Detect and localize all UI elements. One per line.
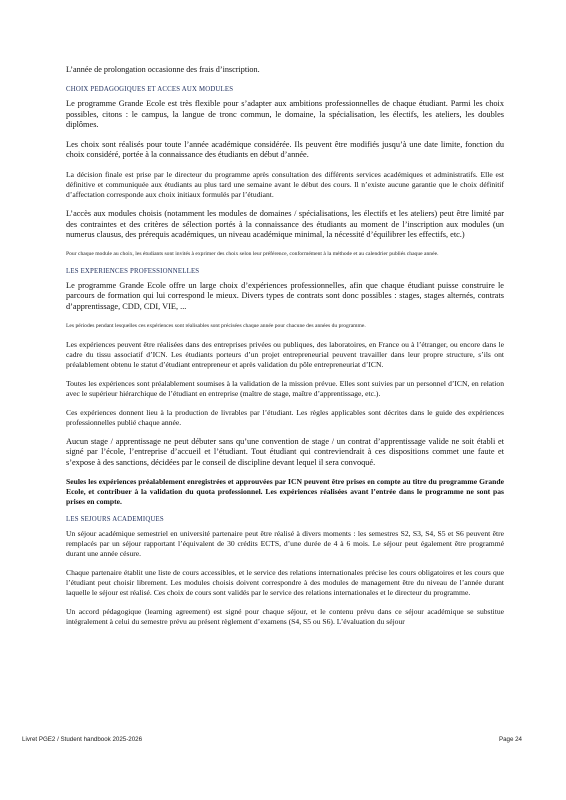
- section-experiences: [66, 268, 504, 508]
- paragraph: Pour chaque module au choix, les étudiants sont invités à exprimer des choix selon leur préférence, conformément à la méthode et au calendrier publiés chaque année.: [66, 250, 439, 257]
- page-number: Page 24: [498, 736, 522, 743]
- intro-text: L’année de prolongation occasionne des frais d’inscription.: [66, 65, 260, 74]
- section-heading: LES SEJOURS ACADEMIQUES: [66, 516, 164, 524]
- paragraph: La décision finale est prise par le directeur du programme après consultation des différents services académiques et administratifs. Elle est définitive et communiquée aux étudiants au plus tard une semaine avant le début des cours. Il n’existe aucune garantie que le choix définitif d’affectation corresponde aux choix initiaux formulés par l’étudiant.: [66, 169, 504, 199]
- paragraph: Un accord pédagogique (learning agreement) est signé pour chaque séjour, et le contenu prévu dans ce séjour académique se substitue intégralement à celui du semestre prévu au présent règlement d’examens (S4, S5 ou S6). L’évaluation du séjour: [66, 607, 504, 627]
- paragraph: Seules les expériences préalablement enregistrées et approuvées par ICN peuvent être prises en compte au titre du programme Grande Ecole, et contribuer à la validation du quota professionnel. Les expériences réalisées avant l’entrée dans le programme ne sont pas prises en compte.: [66, 477, 504, 507]
- paragraph: Les périodes pendant lesquelles ces expériences sont réalisables sont précisées chaque année pour chacune des années du programme.: [66, 322, 366, 329]
- paragraph: Ces expériences donnent lieu à la production de livrables par l’étudiant. Les règles applicables sont décrites dans le guide des expériences professionnelles publié chaque année.: [66, 407, 504, 427]
- section-heading: CHOIX PEDAGOGIQUES ET ACCES AUX MODULES: [66, 86, 234, 93]
- paragraph: Le programme Grande Ecole offre un large choix d’expériences professionnelles, afin que chaque étudiant puisse construire le parcours de formation qui lui correspond le mieux. Divers types de contrats sont donc possibles : stages, stages alternés, contrats d’apprentissage, CDD, CDI, VIE, ...: [66, 280, 504, 311]
- footer-handbook-title: Livret PGE2 / Student handbook 2025-2026: [22, 736, 143, 743]
- paragraph: Le programme Grande Ecole est très flexible pour s’adapter aux ambitions professionnelles de chaque étudiant. Parmi les choix possibles, citons : le campus, la langue de tronc commun, le domaine, la spécialisation, les électifs, les ateliers, les doubles diplômes.: [66, 99, 504, 130]
- paragraph: Toutes les expériences sont préalablement soumises à la validation de la mission prévue. Elles sont suivies par un personnel d’ICN, en relation avec le supérieur hiérarchique de l’étudiant en entreprise (maître de stage, maître d’apprentissage, etc.).: [66, 378, 504, 398]
- paragraph: Aucun stage / apprentissage ne peut débuter sans qu’une convention de stage / un contrat d’apprentissage valide ne soit établi et signé par l’école, l’entreprise d’accueil et l’étudiant. Tout étudiant qui contreviendrait à ces dispositions commet une faute et s’expose à des sanctions, décidées par le conseil de discipline devant lequel il sera convoqué.: [66, 436, 504, 467]
- paragraph: L’accès aux modules choisis (notamment les modules de domaines / spécialisations, les électifs et les ateliers) peut être limité par des contraintes et des critères de sélection portés à la connaissance des étudiants au moment de l’inscription aux modules (un numerus clausus, des prérequis académiques, un niveau académique minimal, la nécessité d’équilibrer les effectifs, etc.): [66, 208, 504, 240]
- paragraph: Les expériences peuvent être réalisées dans des entreprises privées ou publiques, des laboratoires, en France ou à l’étranger, ou encore dans le cadre du tissu associatif d’ICN. Les étudiants porteurs d’un projet entrepreneurial peuvent travailler dans leur propre structure, s’ils ont préalablement obtenu le statut d’étudiant entrepreneur et après validation du pôle entrepreneuriat d’ICN.: [66, 339, 504, 369]
- paragraph: Les choix sont réalisés pour toute l’année académique considérée. Ils peuvent être modifiés jusqu’à une date limite, fonction du choix considéré, portée à la connaissance des étudiants en début d’année.: [66, 139, 504, 160]
- paragraph: Un séjour académique semestriel en université partenaire peut être réalisé à divers moments : les semestres S2, S3, S4, S5 et S6 peuvent être remplacés par un séjour rapportant l’équivalent de 30 crédits ECTS, d’une durée de 4 à 6 mois. Le séjour peut également être programmé durant une année césure.: [66, 529, 504, 559]
- section-choix: [66, 86, 504, 259]
- page-body: [66, 64, 504, 636]
- section-sejours: [66, 516, 504, 627]
- paragraph: Chaque partenaire établit une liste de cours accessibles, et le service des relations internationales précise les cours obligatoires et les cours que l’étudiant peut choisir librement. Les modules choisis doivent correspondre à des modules de management être du niveau de l’année durant laquelle le séjour est réalisé. Ces choix de cours sont validés par le service des relations internationales et le directeur du programme.: [66, 568, 504, 598]
- section-heading: LES EXPERIENCES PROFESSIONNELLES: [66, 267, 200, 275]
